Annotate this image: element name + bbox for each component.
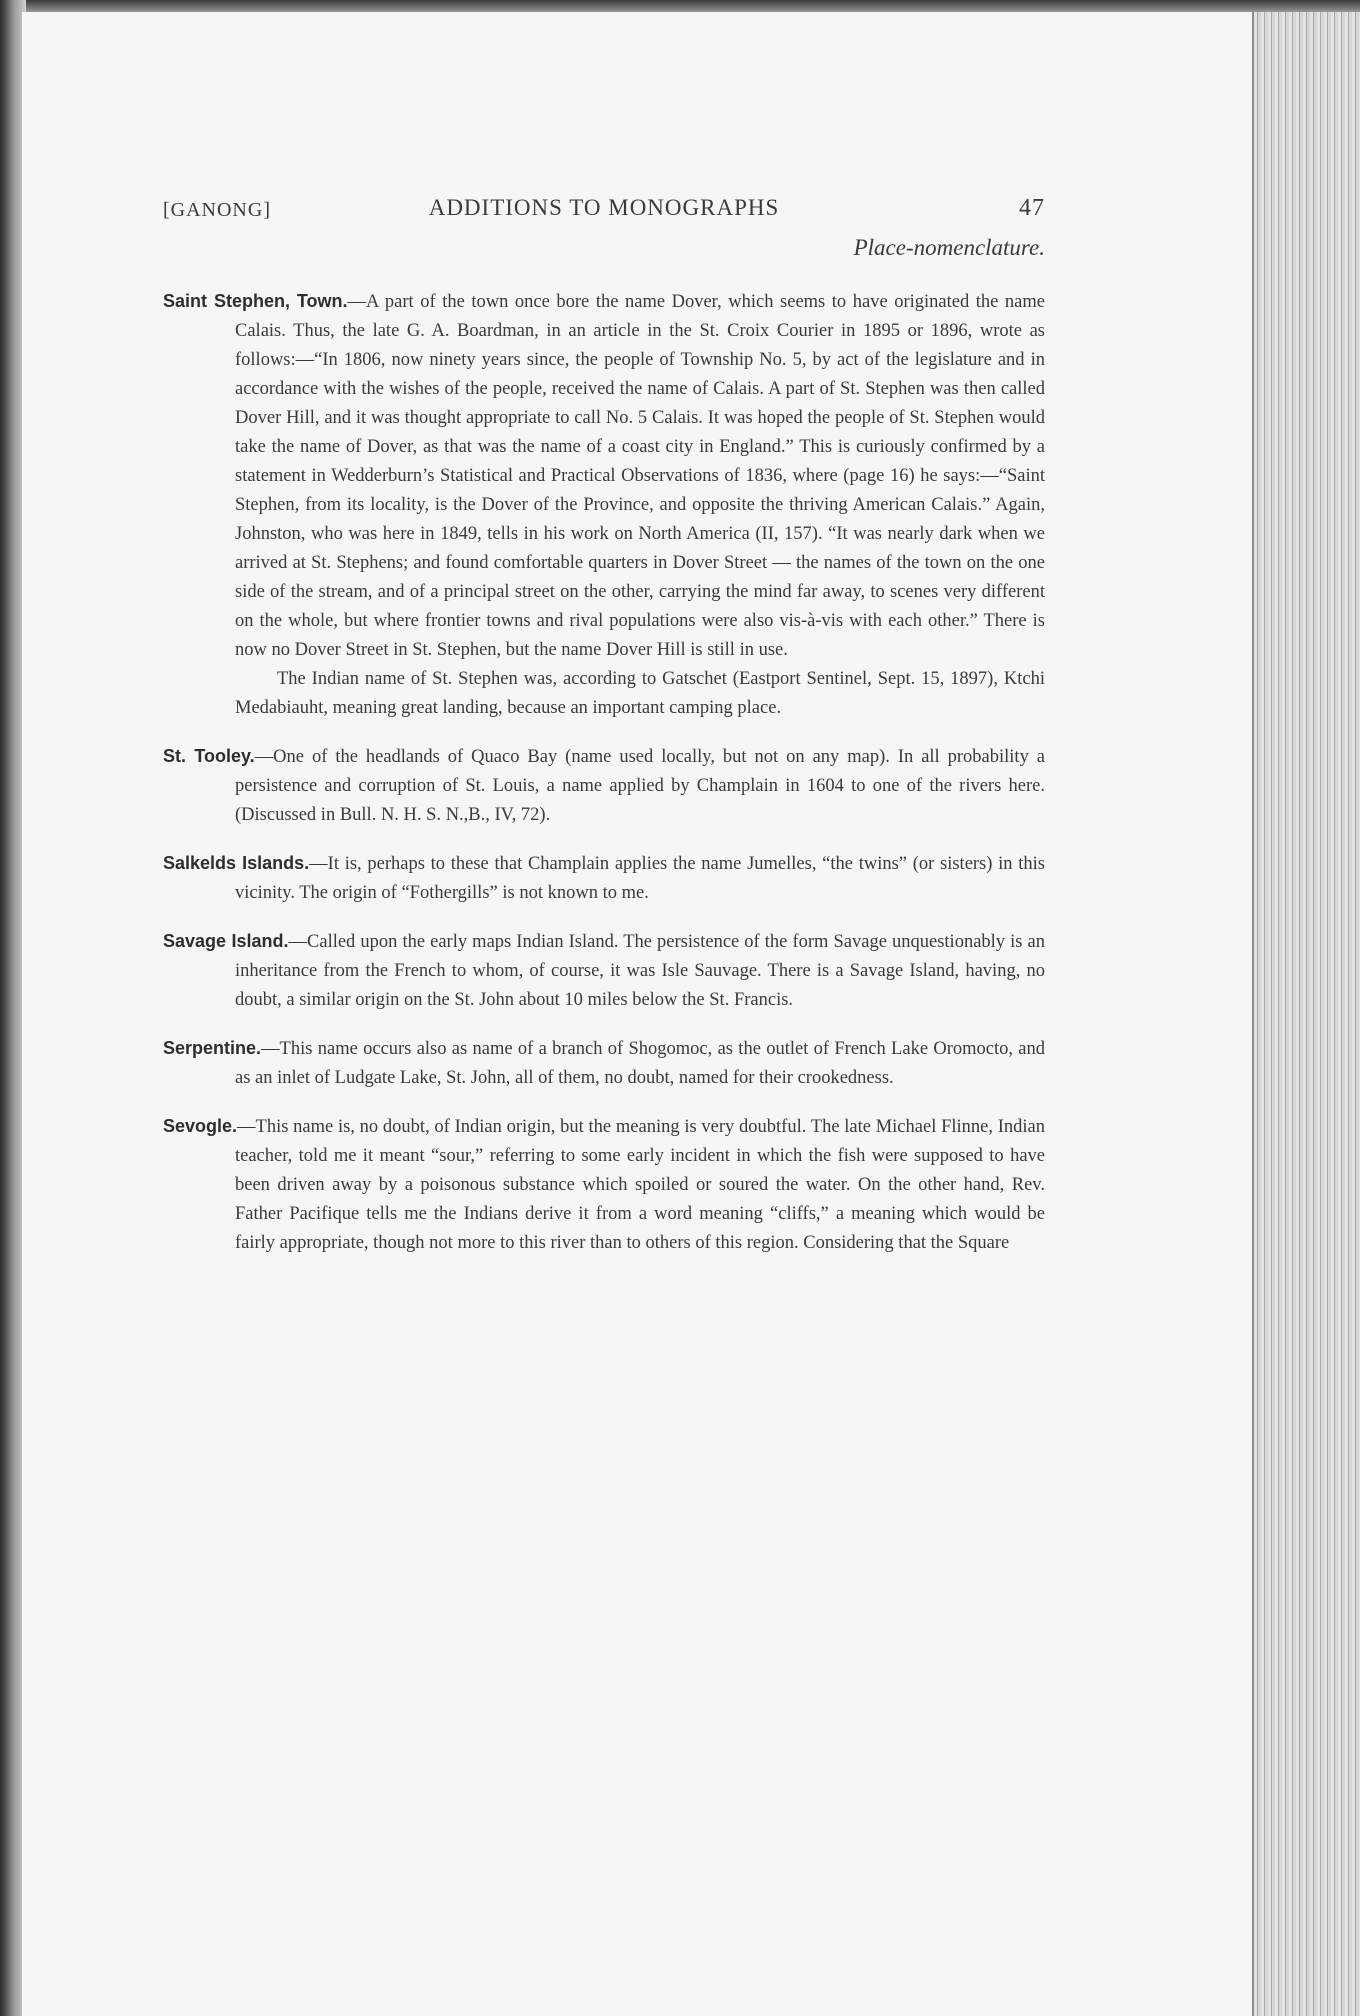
entry-savage-island [163, 927, 1045, 1015]
entry-text: —It is, perhaps to these that Champlain applies the name Jumelles, “the twins” (or sisters) in this vicinity. The origin of “Fothergills” is not known to me. [235, 854, 1045, 903]
page-number: 47 [1019, 195, 1045, 221]
entry-text: —A part of the town once bore the name Dover, which seems to have originated the name Calais. Thus, the late G. A. Boardman, in an article in the St. Croix Courier in 1895 or 1896, wrote as follows:—“In 1806, now ninety years since, the people of Township No. 5, by act of the legislature and in accordance with the wishes of the people, received the name of Calais. A part of St. Stephen was then called Dover Hill, and it was thought appropriate to call No. 5 Calais. It was hoped the people of St. Stephen would take the name of Dover, as that was the name of a coast city in England.” This is curiously confirmed by a statement in Wedderburn’s Statistical and Practical Observations of 1836, where (page 16) he says:—“Saint Stephen, from its locality, is the Dover of the Province, and opposite the thriving American Calais.” Again, Johnston, who was here in 1849, tells in his work on North America (II, 157). “It was nearly dark when we arrived at St. Stephens; and found comfortable quarters in Dover Street — the names of the town on the one side of the stream, and of a principal street on the other, carrying the mind far away, to scenes very different on the whole, but where frontier towns and rival populations were also vis-à-vis with each other.” There is now no Dover Street in St. Stephen, but the name Dover Hill is still in use. [235, 292, 1045, 660]
page-content [163, 195, 1045, 1258]
headword: Salkelds Islands. [163, 853, 310, 873]
entry-saint-stephen-continued: The Indian name of St. Stephen was, according to Gatschet (Eastport Sentinel, Sept. 15, 1897), Ktchi Medabiauht, meaning great landing, because an important camping place. [235, 669, 1045, 718]
entry-text: —One of the headlands of Quaco Bay (name used locally, but not on any map). In all probability a persistence and corruption of St. Louis, a name applied by Champlain in 1604 to one of the rivers here. (Discussed in Bull. N. H. S. N.,B., IV, 72). [235, 747, 1045, 825]
headword: Saint Stephen, Town. [163, 291, 348, 311]
header-title: ADDITIONS TO MONOGRAPHS [428, 195, 780, 220]
entry-serpentine [163, 1034, 1045, 1093]
entry-text: —This name occurs also as name of a branch of Shogomoc, as the outlet of French Lake Oromocto, and as an inlet of Ludgate Lake, St. John, all of them, no doubt, named for their crookedness. [235, 1039, 1045, 1088]
headword: St. Tooley. [163, 746, 255, 766]
section-subtitle: Place-nomenclature. [853, 235, 1045, 260]
running-header [163, 195, 1045, 231]
entry-text: —Called upon the early maps Indian Island. The persistence of the form Savage unquestionably is an inheritance from the French to whom, of course, it was Isle Sauvage. There is a Savage Island, having, no doubt, a similar origin on the St. John about 10 miles below the St. Francis. [235, 932, 1045, 1010]
entry-sevogle [163, 1112, 1045, 1258]
headword: Serpentine. [163, 1038, 262, 1058]
entry-saint-stephen [163, 287, 1045, 665]
entry-salkelds-islands [163, 849, 1045, 908]
headword: Savage Island. [163, 931, 289, 951]
page-stack-edges [1252, 12, 1360, 2016]
entry-st-tooley [163, 742, 1045, 830]
header-author: [GANONG] [163, 199, 271, 221]
headword: Sevogle. [163, 1116, 238, 1136]
entry-text: —This name is, no doubt, of Indian origin, but the meaning is very doubtful. The late Michael Flinne, Indian teacher, told me it meant “sour,” referring to some early incident in which the fish were supposed to have been driven away by a poisonous substance which spoiled or soured the water. On the other hand, Rev. Father Pacifique tells me the Indians derive it from a word meaning “cliffs,” a meaning which would be fairly appropriate, though not more to this river than to others of this region. Considering that the Square [235, 1117, 1045, 1253]
